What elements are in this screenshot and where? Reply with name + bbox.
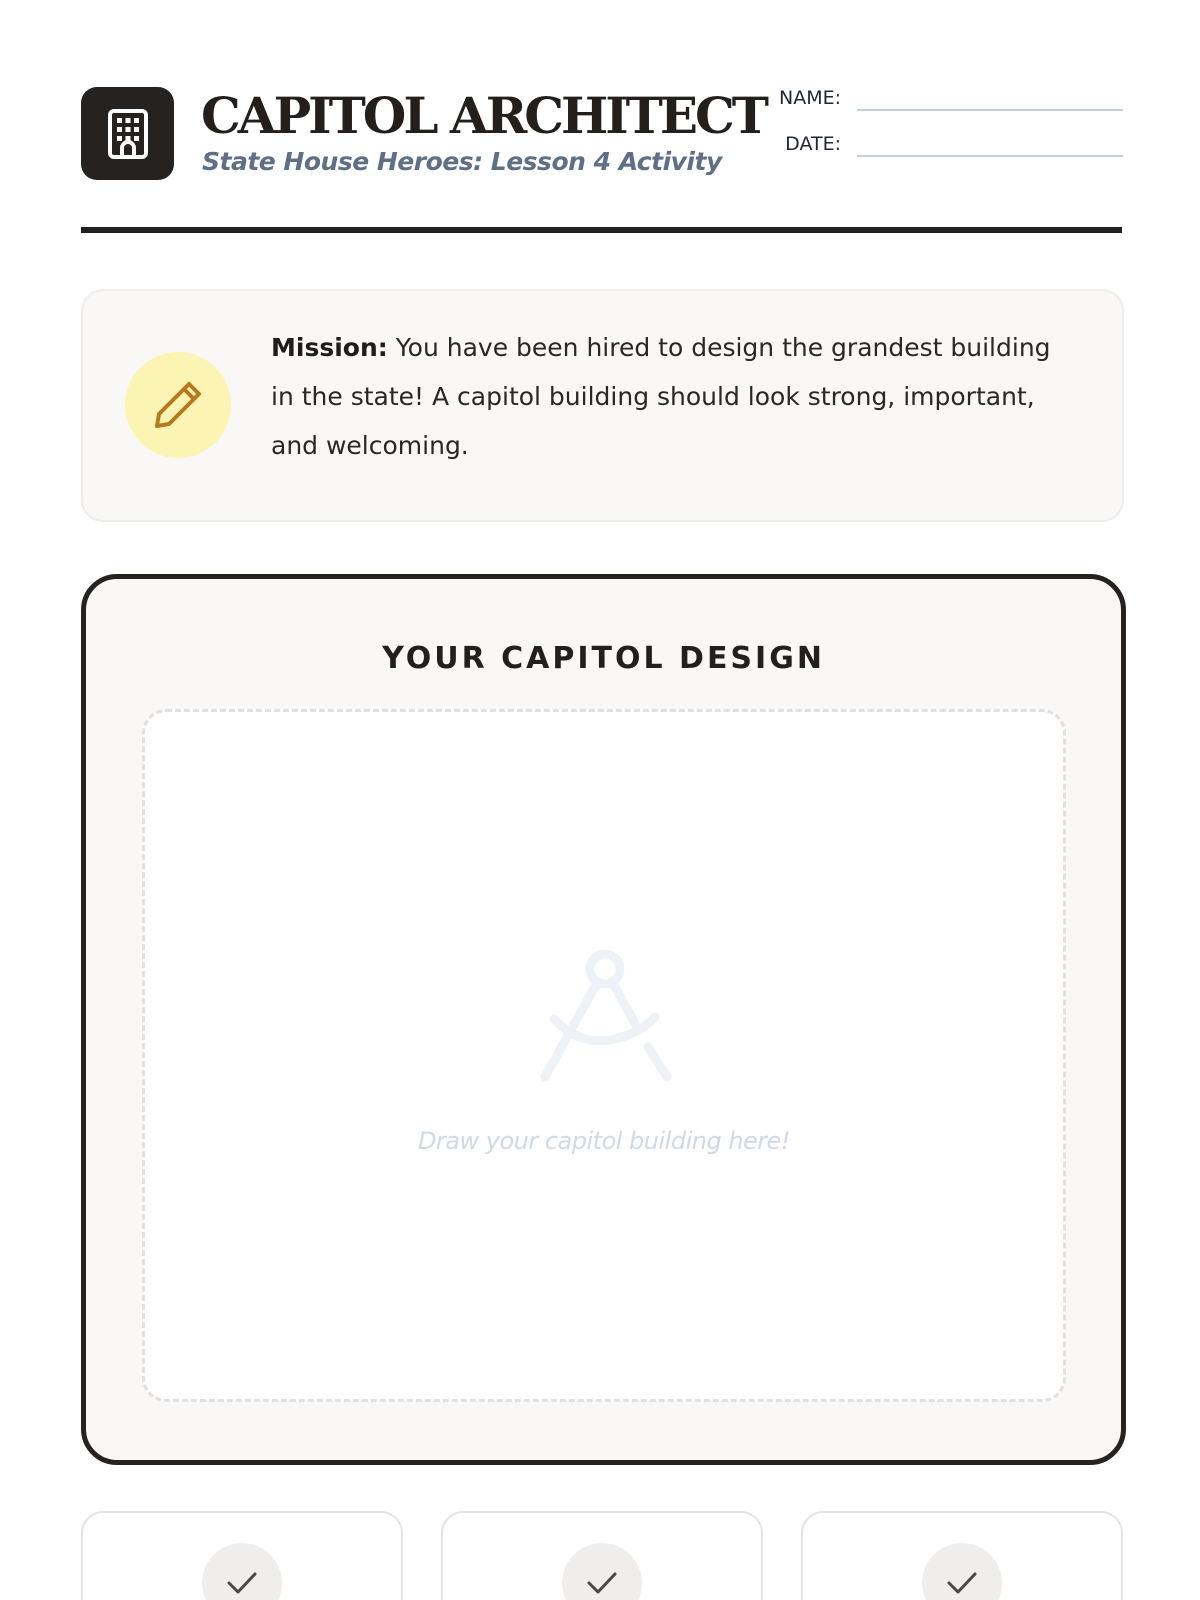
mission-icon-badge [125, 352, 231, 458]
drawing-hint: Draw your capitol building here! [417, 1127, 791, 1155]
checkbox[interactable] [202, 1543, 282, 1600]
header [81, 87, 1121, 181]
date-field[interactable] [751, 133, 1121, 163]
mission-card [81, 289, 1124, 522]
check-icon [945, 1569, 979, 1597]
mission-text [271, 323, 1071, 470]
pencil-icon [151, 378, 205, 432]
drawing-area[interactable] [142, 709, 1066, 1402]
checklist-card-2 [441, 1511, 763, 1600]
name-line[interactable] [857, 109, 1123, 111]
name-field[interactable] [751, 87, 1121, 117]
name-label: NAME: [778, 87, 841, 109]
checkbox[interactable] [922, 1543, 1002, 1600]
checklist-card-1 [81, 1511, 403, 1600]
checklist-card-3 [801, 1511, 1123, 1600]
header-divider [81, 227, 1122, 233]
date-line[interactable] [857, 155, 1123, 157]
check-icon [225, 1569, 259, 1597]
design-card [81, 574, 1126, 1465]
check-icon [585, 1569, 619, 1597]
logo [81, 87, 174, 180]
mission-lead: Mission: [271, 333, 388, 362]
date-label: DATE: [785, 133, 841, 155]
mission-body: You have been hired to design the grandest building in the state! A capitol building should look strong, important, and welcoming. [271, 333, 1051, 460]
design-title: YOUR CAPITOL DESIGN [382, 641, 825, 676]
building-icon [105, 108, 151, 160]
page-title: CAPITOL ARCHITECT [201, 86, 766, 145]
drafting-compass-icon [530, 947, 680, 1092]
page-subtitle: State House Heroes: Lesson 4 Activity [202, 147, 722, 176]
checkbox[interactable] [562, 1543, 642, 1600]
